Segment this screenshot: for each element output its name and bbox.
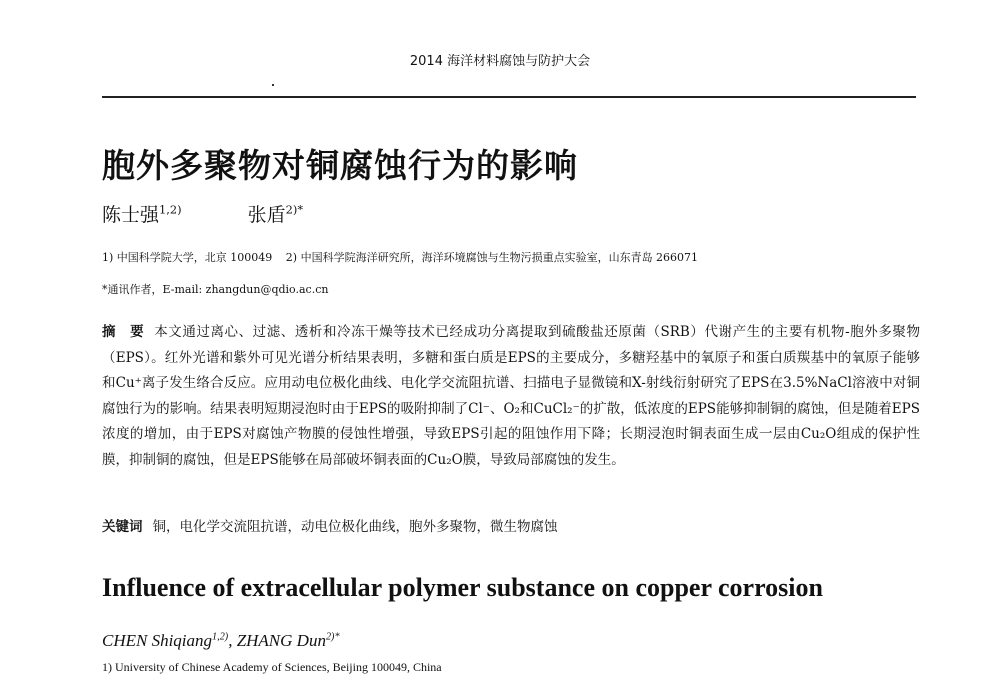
authors-cn xyxy=(102,200,303,227)
keywords-label: 关键词 xyxy=(102,519,143,535)
abstract xyxy=(102,320,920,473)
affiliation-1: 1) 中国科学院大学，北京 100049 xyxy=(102,251,273,264)
abstract-text: 本文通过离心、过滤、透析和冷冻干燥等技术已经成功分离提取到硫酸盐还原菌（SRB）代谢产生的主要有机物-胞外多聚物（EPS）。红外光谱和紫外可见光谱分析结果表明，多糖和蛋白质是EPS的主要成分，多糖羟基中的氧原子和蛋白质羰基中的氧原子能够和Cu⁺离子发生络合反应。应用动电位极化曲线、电化学交流阻抗谱、扫描电子显微镜和X-射线衍射研究了EPS在3.5%NaCl溶液中对铜腐蚀行为的影响。结果表明短期浸泡时由于EPS的吸附抑制了Cl⁻、O₂和CuCl₂⁻的扩散，低浓度的EPS能够抑制铜的腐蚀，但是随着EPS浓度的增加，由于EPS对腐蚀产物膜的侵蚀性增强，导致EPS引起的阻蚀作用下降；长期浸泡时铜表面生成一层由Cu₂O组成的保护性膜，抑制铜的腐蚀，但是EPS能够在局部破坏铜表面的Cu₂O膜，导致局部腐蚀的发生。 xyxy=(102,324,920,468)
authors-en: CHEN Shiqiang$^{1,2)}$, ZHANG Dun$^{2)*}$ xyxy=(102,631,340,650)
author-2-sup: 2)* xyxy=(285,202,304,217)
header-rule xyxy=(102,96,916,98)
author-1-name: 陈士强 xyxy=(102,204,160,226)
author-2-name: 张盾 xyxy=(247,204,286,226)
paper-title-en: Influence of extracellular polymer substance on copper corrosion xyxy=(102,573,823,602)
corresponding-author: *通讯作者，E-mail: zhangdun@qdio.ac.cn xyxy=(102,283,329,296)
author-1-sup: 1,2) xyxy=(159,202,182,217)
paper-title-cn: 胞外多聚物对铜腐蚀行为的影响 xyxy=(102,146,578,185)
conference-header: 2014 海洋材料腐蚀与防护大会 xyxy=(409,54,591,69)
keywords xyxy=(102,515,920,540)
scan-mark xyxy=(272,84,274,86)
author-en-1-sup: 1,2) xyxy=(212,631,229,643)
affiliation-en: 1) University of Chinese Academy of Sciences, Beijing 100049, China xyxy=(102,660,442,674)
author-en-2-sup: 2)* xyxy=(325,631,340,643)
keywords-text: 铜，电化学交流阻抗谱，动电位极化曲线，胞外多聚物，微生物腐蚀 xyxy=(152,519,558,535)
abstract-label: 摘 要 xyxy=(102,324,145,340)
author-en-1-name: CHEN Shiqiang xyxy=(102,631,213,650)
author-en-2-name: ZHANG Dun xyxy=(236,631,326,650)
affiliations-cn xyxy=(102,249,698,265)
affiliation-2: 2) 中国科学院海洋研究所，海洋环境腐蚀与生物污损重点实验室，山东青岛 266071 xyxy=(285,251,699,264)
